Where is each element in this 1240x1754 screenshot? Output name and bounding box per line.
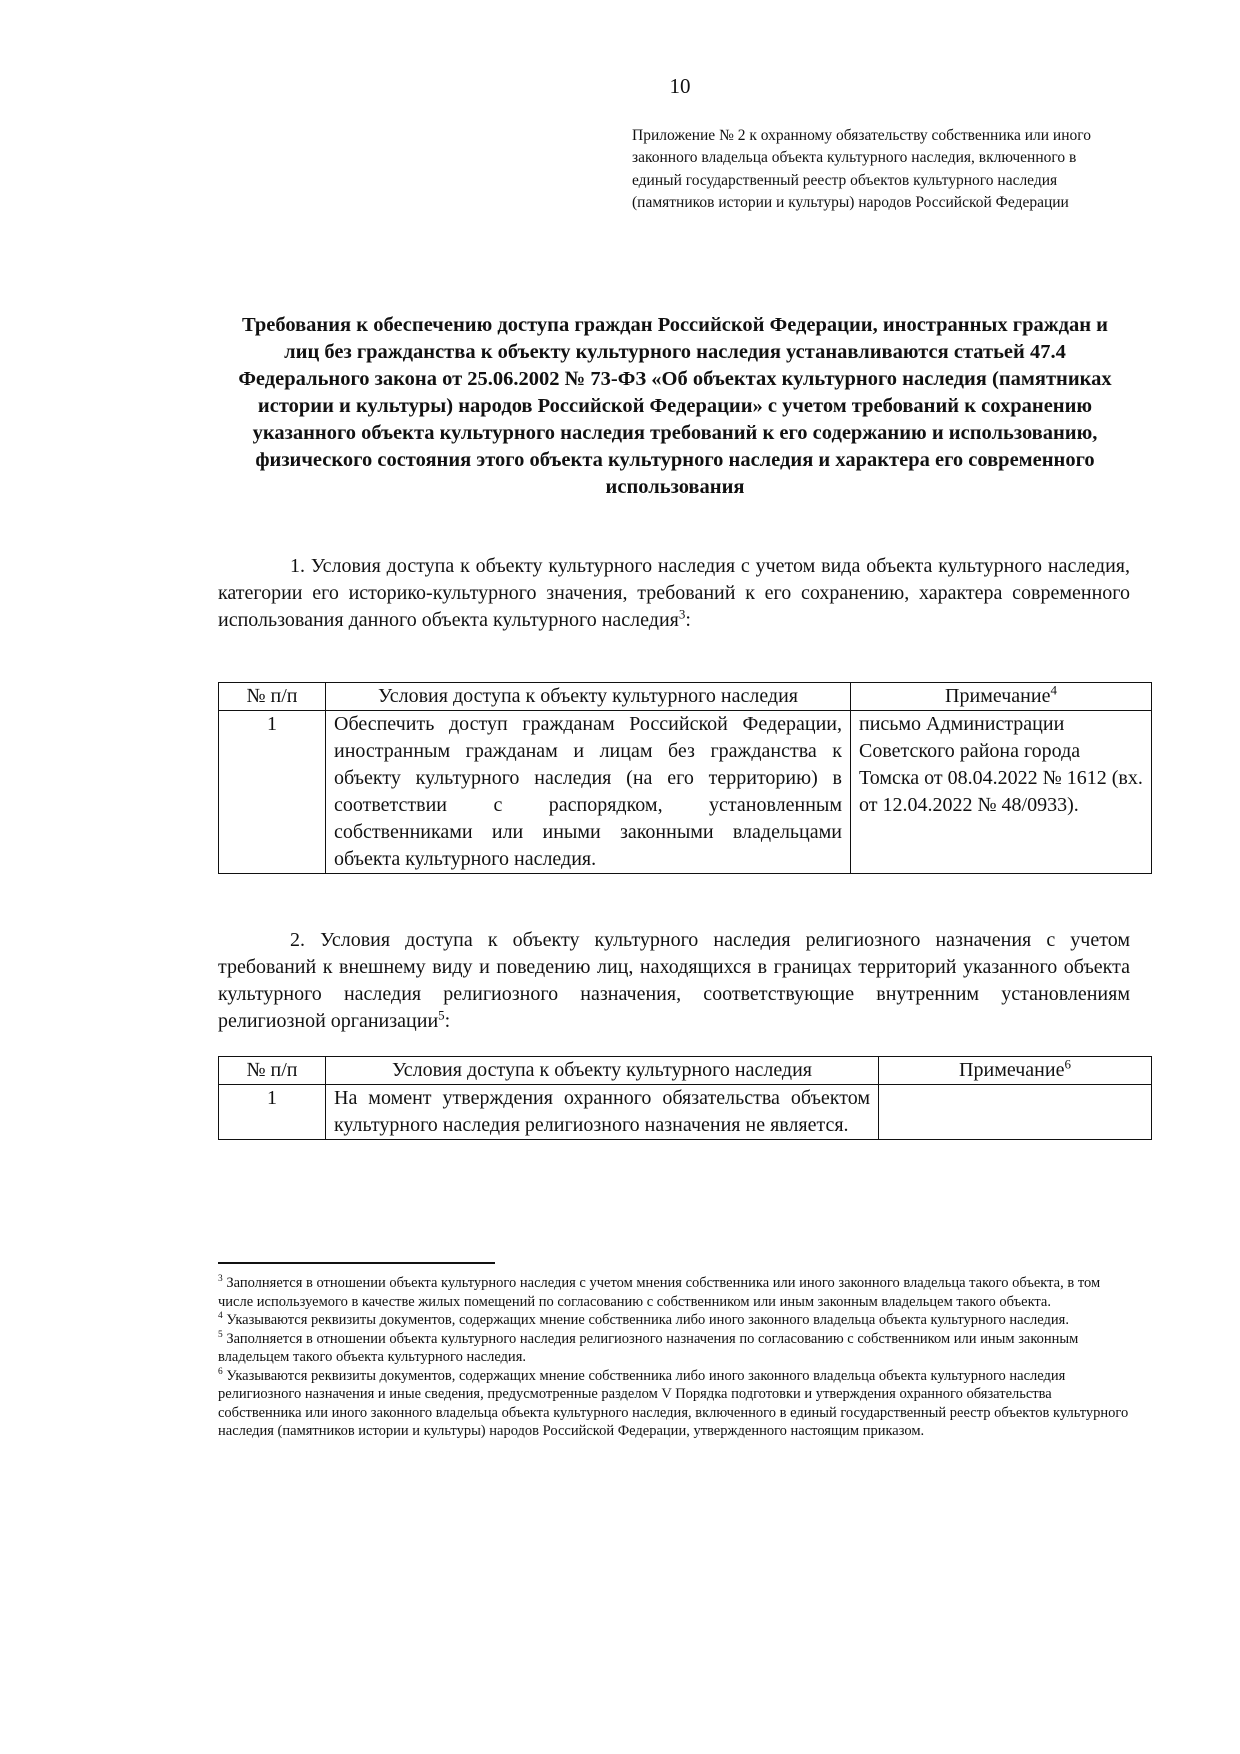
header-num: № п/п xyxy=(219,683,326,711)
page-number: 10 xyxy=(669,74,691,98)
section-1-paragraph xyxy=(218,553,1130,634)
footnote-text: Указываются реквизиты документов, содержащих мнение собственника либо иного законного владельца объекта культурного наследия. xyxy=(226,1312,1069,1328)
header-note-label: Примечание xyxy=(945,685,1051,707)
footnote-divider xyxy=(218,1262,495,1264)
header-conditions: Условия доступа к объекту культурного наследия xyxy=(326,1057,879,1085)
cell-note xyxy=(879,1085,1152,1140)
cell-num: 1 xyxy=(219,1085,326,1140)
footnote xyxy=(218,1311,1138,1330)
cell-note: письмо Администрации Советского района города Томска от 08.04.2022 № 1612 (вх. от 12.04.2022 № 48/0933). xyxy=(851,711,1152,874)
punct: : xyxy=(685,609,691,631)
footnote-ref: 5 xyxy=(438,1007,445,1023)
table-row xyxy=(219,1085,1152,1140)
cell-conditions: Обеспечить доступ гражданам Российской Федерации, иностранным гражданам и лицам без гражданства к объекту культурного наследия (на его территорию) в соответствии с распорядком, установленным собственниками или иными законными владельцами объекта культурного наследия. xyxy=(326,711,851,874)
section-1-text: 1. Условия доступа к объекту культурного наследия с учетом вида объекта культурного наследия, категории его историко-культурного значения, требований к его сохранению, характера современного использования данного объекта культурного наследия xyxy=(218,555,1130,631)
section-2-text: 2. Условия доступа к объекту культурного наследия религиозного назначения с учетом требований к внешнему виду и поведению лиц, находящихся в границах территорий указанного объекта культурного наследия религиозного назначения, соответствующие внутренним установлениям религиозной организации xyxy=(218,929,1130,1032)
footnote xyxy=(218,1330,1138,1367)
footnote xyxy=(218,1367,1138,1441)
cell-conditions: На момент утверждения охранного обязательства объектом культурного наследия религиозного назначения не является. xyxy=(326,1085,879,1140)
table-header-row xyxy=(219,683,1152,711)
footnote-number: 6 xyxy=(218,1366,223,1377)
access-conditions-table xyxy=(218,682,1152,874)
footnote-ref: 3 xyxy=(678,606,686,622)
table-header-row xyxy=(219,1057,1152,1085)
footnote-ref: 6 xyxy=(1064,1056,1071,1072)
religious-access-table xyxy=(218,1056,1152,1140)
footnote-ref: 4 xyxy=(1050,682,1057,698)
section-2-paragraph xyxy=(218,927,1130,1035)
header-num: № п/п xyxy=(219,1057,326,1085)
footnote-number: 4 xyxy=(218,1311,223,1322)
cell-num: 1 xyxy=(219,711,326,874)
footnote-number: 3 xyxy=(218,1274,223,1285)
table-row xyxy=(219,711,1152,874)
footnote-number: 5 xyxy=(218,1329,223,1340)
footnote-text: Заполняется в отношении объекта культурного наследия с учетом мнения собственника или иного законного владельца такого объекта, в том числе используемого в качестве жилых помещений по согласованию с собственником или иным законным владельцем такого объекта. xyxy=(218,1275,1101,1310)
footnote-text: Указываются реквизиты документов, содержащих мнение собственника либо иного законного владельца объекта культурного наследия религиозного назначения и иные сведения, предусмотренные разделом V Порядка подготовки и утверждения охранного обязательства собственника или иного законного владельца объекта культурного наследия, включенного в единый государственный реестр объектов культурного наследия (памятников истории и культуры) народов Российской Федерации, утвержденного настоящим приказом. xyxy=(218,1367,1129,1439)
document-title: Требования к обеспечению доступа граждан Российской Федерации, иностранных граждан и лиц без гражданства к объекту культурного наследия устанавливаются статьей 47.4 Федерального закона от 25.06.2002 № 73-ФЗ «Об объектах культурного наследия (памятниках истории и культуры) народов Российской Федерации» с учетом требований к сохранению указанного объекта культурного наследия требований к его содержанию и использованию, физического состояния этого объекта культурного наследия и характера его современного использования xyxy=(238,314,1112,498)
punct: : xyxy=(444,1010,451,1032)
footnotes xyxy=(218,1274,1138,1441)
header-conditions: Условия доступа к объекту культурного наследия xyxy=(326,683,851,711)
header-note xyxy=(851,683,1152,711)
header-note xyxy=(879,1057,1152,1085)
footnote-text: Заполняется в отношении объекта культурного наследия религиозного назначения по согласованию с собственником или иным законным владельцем такого объекта культурного наследия. xyxy=(218,1330,1079,1365)
appendix-note: Приложение № 2 к охранному обязательству собственника или иного законного владельца объекта культурного наследия, включенного в единый государственный реестр объектов культурного наследия (памятников истории и культуры) народов Российской Федерации xyxy=(632,127,1091,212)
header-note-label: Примечание xyxy=(959,1059,1065,1081)
footnote xyxy=(218,1274,1138,1311)
